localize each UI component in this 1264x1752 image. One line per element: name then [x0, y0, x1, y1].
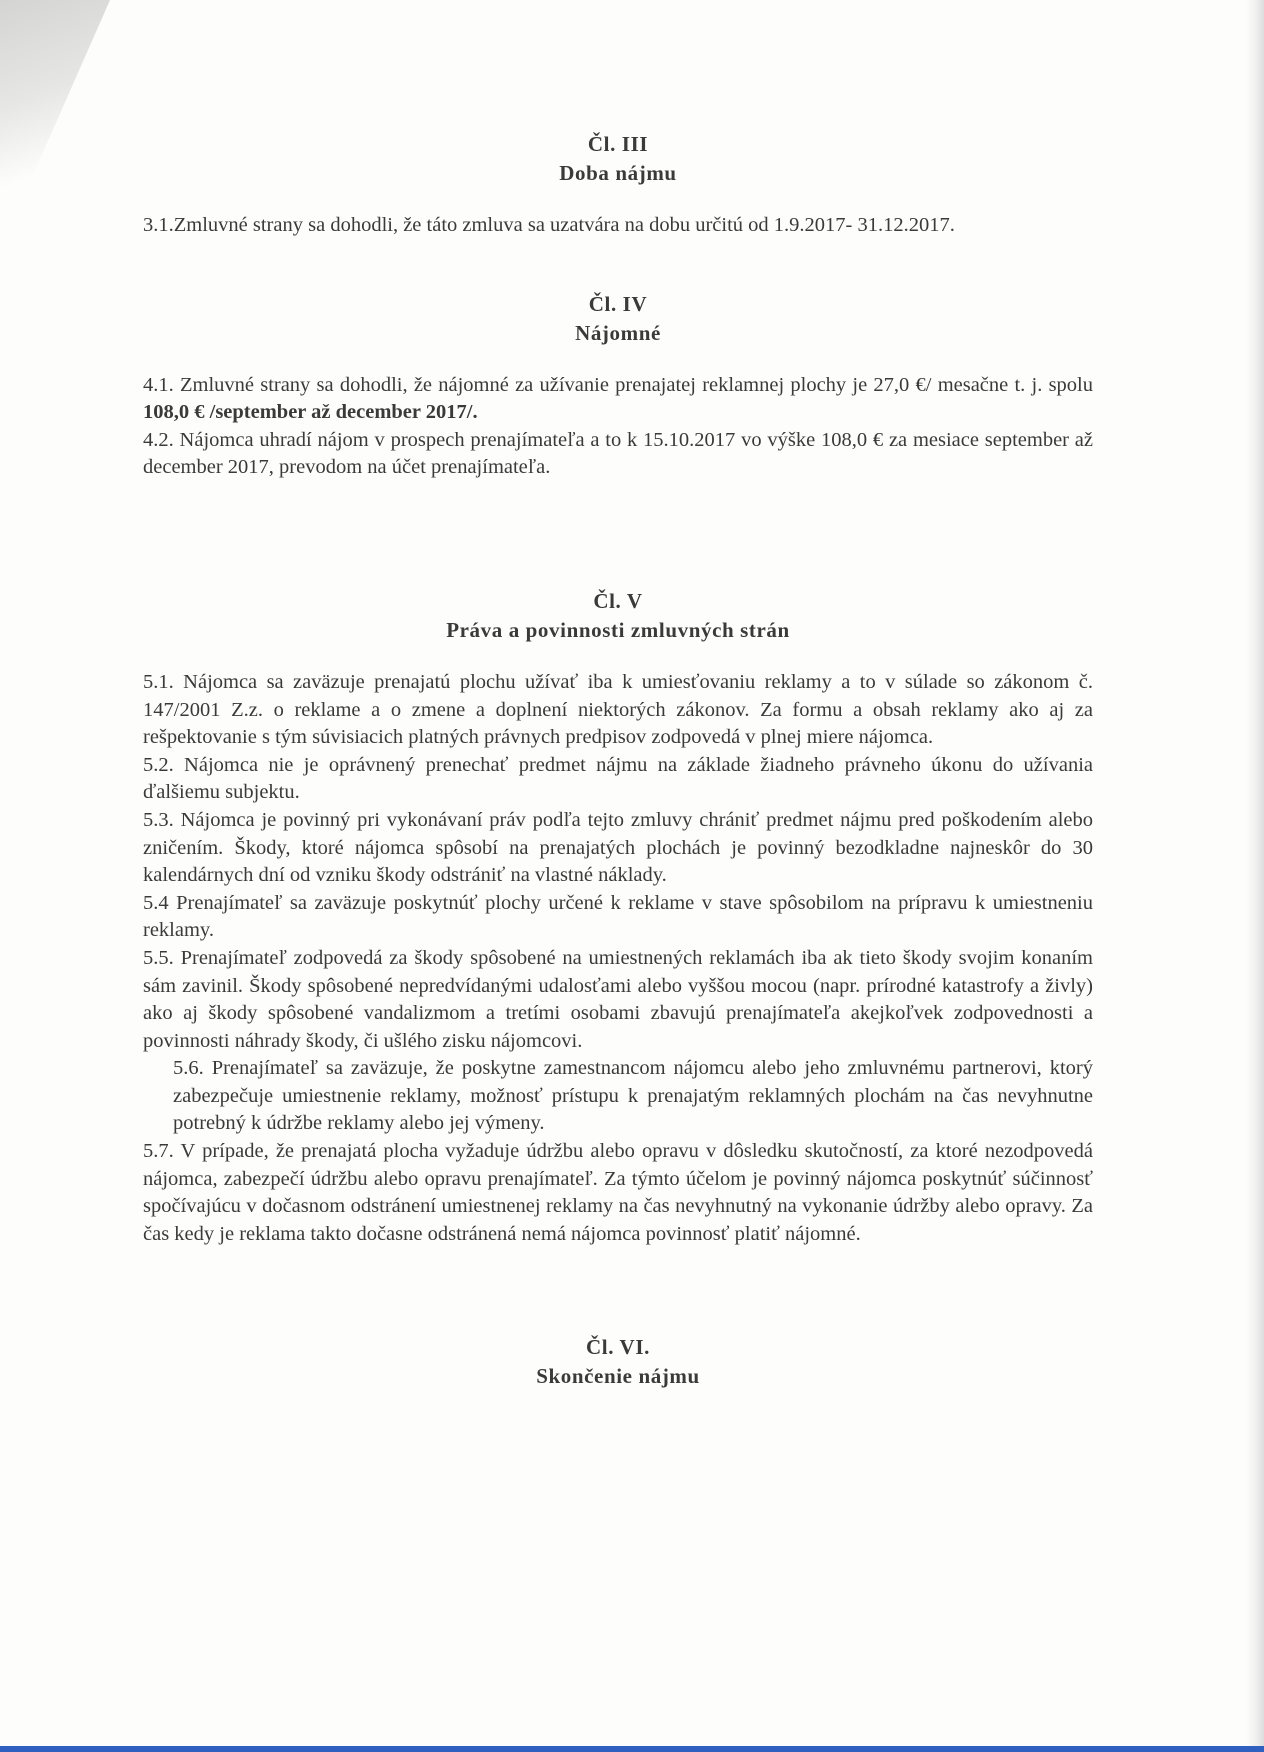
clause-4-1-text: 4.1. Zmluvné strany sa dohodli, že nájomné za užívanie prenajatej reklamnej plochy je 27,0 €/ mesačne t. j. spolu	[143, 373, 1093, 396]
clause-3-1: 3.1.Zmluvné strany sa dohodli, že táto zmluva sa uzatvára na dobu určitú od 1.9.2017- 31.12.2017.	[143, 214, 955, 236]
clause-5-5: 5.5. Prenajímateľ zodpovedá za škody spôsobené na umiestnených reklamách iba ak tieto škody svojim konaním sám zavinil. Škody spôsobené nepredvídanými udalosťami alebo vyššou mocou (napr. prírodné katastrofy a živly) ako aj škody spôsobené vandalizmom a tretími osobami zbavujú prenajímateľa akejkoľvek zodpovednosti a povinnosti náhrady škody, či ušlého zisku nájomcovi.	[143, 946, 1093, 1052]
article-6-title: Skončenie nájmu	[536, 1364, 700, 1389]
article-5-number: Čl. V	[593, 588, 643, 613]
article-6-number: Čl. VI.	[586, 1335, 650, 1360]
scan-border-bottom	[0, 1746, 1264, 1752]
clause-5-1: 5.1. Nájomca sa zaväzuje prenajatú plochu užívať iba k umiesťovaniu reklamy a to v súlade so zákonom č. 147/2001 Z.z. o reklame a o zmene a doplnení niektorých zákonov. Za formu a obsah reklamy ako aj za rešpektovanie s tým súvisiacich platných právnych predpisov zodpovedá v plnej miere nájomca.	[143, 670, 1093, 749]
scan-shadow-corner	[0, 0, 110, 230]
clause-5-6: 5.6. Prenajímateľ sa zaväzuje, že poskytne zamestnancom nájomcu alebo jeho zmluvnému partnerovi, ktorý zabezpečuje umiestnenie reklamy, možnosť prístupu k prenajatým reklamných plochám na čas nevyhnutne potrebný k údržbe reklamy alebo jej výmeny.	[173, 1057, 1093, 1135]
article-3-title: Doba nájmu	[559, 161, 677, 185]
scan-shadow-right	[1246, 0, 1264, 1752]
clause-5-3: 5.3. Nájomca je povinný pri vykonávaní práv podľa tejto zmluvy chrániť predmet nájmu pred poškodením alebo zničením. Škody, ktoré nájomca spôsobí na prenajatých plochách je povinný bezodkladne najneskôr do 30 kalendárnych dní od vzniku škody odstrániť na vlastné náklady.	[143, 808, 1093, 887]
clause-5-4: 5.4 Prenajímateľ sa zaväzuje poskytnúť plochy určené k reklame v stave spôsobilom na prípravu k umiestneniu reklamy.	[143, 891, 1093, 942]
article-4	[143, 290, 1093, 482]
clause-5-2: 5.2. Nájomca nie je oprávnený prenechať predmet nájmu na základe žiadneho právneho úkonu do užívania ďalšiemu subjektu.	[143, 753, 1093, 804]
article-5-title: Práva a povinnosti zmluvných strán	[446, 617, 790, 642]
article-4-number: Čl. IV	[588, 291, 648, 316]
article-3-number: Čl. III	[587, 132, 649, 156]
clause-4-1-amount: 108,0 € /september až december 2017/.	[143, 401, 478, 424]
document-body	[143, 130, 1093, 1391]
article-4-title: Nájomné	[575, 320, 661, 345]
clause-5-7: 5.7. V prípade, že prenajatá plocha vyžaduje údržbu alebo opravu v dôsledku skutočností, za ktoré nezodpovedá nájomca, zabezpečí údržbu alebo opravu prenajímateľ. Za týmto účelom je povinný nájomca poskytnúť súčinnosť spočívajúcu v dočasnom odstránení umiestnenej reklamy na čas nevyhnutný na vykonanie údržby alebo opravy. Za čas kedy je reklama takto dočasne odstránená nemá nájomca povinnosť platiť nájomné.	[143, 1140, 1093, 1245]
article-6	[143, 1333, 1093, 1391]
article-3	[143, 130, 1093, 240]
article-5	[143, 587, 1093, 1248]
clause-4-1	[143, 372, 1093, 427]
clause-4-2: 4.2. Nájomca uhradí nájom v prospech prenajímateľa a to k 15.10.2017 vo výške 108,0 € za mesiace september až december 2017, prevodom na účet prenajímateľa.	[143, 428, 1093, 479]
